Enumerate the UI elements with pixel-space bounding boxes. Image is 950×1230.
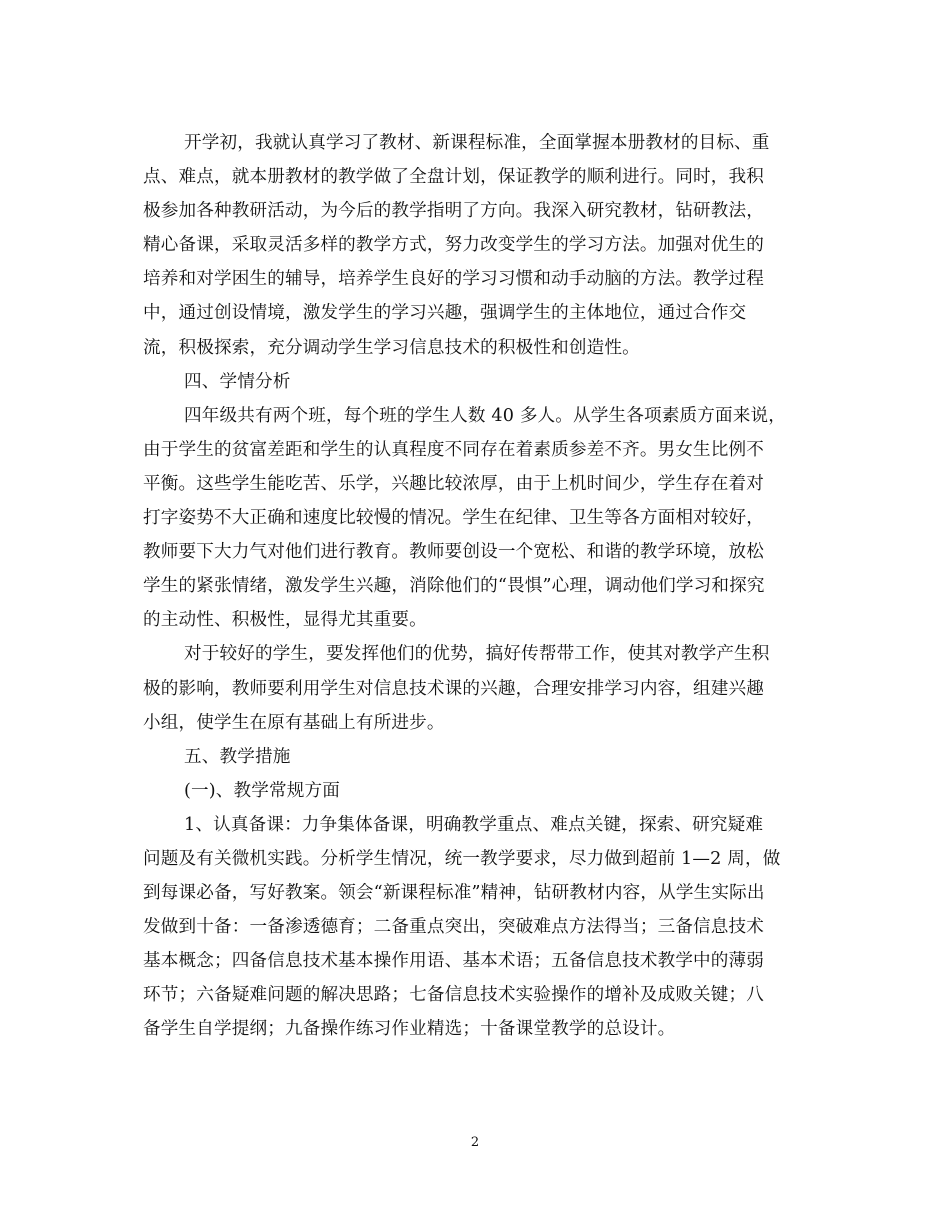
text-line: 培养和对学困生的辅导，培养学生良好的学习习惯和动手动脑的方法。教学过程: [143, 269, 765, 290]
text-line: 到每课必备，写好教案。领会“新课程标准”精神，钻研教材内容，从学生实际出: [143, 883, 765, 904]
text-line: 对于较好的学生，要发挥他们的优势，搞好传帮带工作，使其对教学产生积: [184, 644, 770, 665]
text-line: 四年级共有两个班，每个班的学生人数 40 多人。从学生各项素质方面来说，: [184, 405, 786, 426]
text-line: 打字姿势不大正确和速度比较慢的情况。学生在纪律、卫生等各方面相对较好，: [143, 508, 765, 529]
text-line: 四、学情分析: [184, 371, 291, 392]
text-line: 开学初，我就认真学习了教材、新课程标准，全面掌握本册教材的目标、重: [184, 133, 770, 153]
text-line: 1、认真备课：力争集体备课，明确教学重点、难点关键，探索、研究疑难: [184, 814, 764, 835]
text-line: 精心备课，采取灵活多样的教学方式，努力改变学生的学习方法。加强对优生的: [143, 235, 765, 256]
text-line: 中，通过创设情境，激发学生的学习兴趣，强调学生的主体地位，通过合作交: [143, 303, 747, 324]
text-line: 平衡。这些学生能吃苦、乐学，兴趣比较浓厚，由于上机时间少，学生存在着对: [143, 473, 765, 494]
text-line: 发做到十备：一备渗透德育；二备重点突出，突破难点方法得当；三备信息技术: [143, 917, 765, 938]
page-number: 2: [470, 1135, 480, 1150]
text-line: 基本概念；四备信息技术基本操作用语、基本术语；五备信息技术教学中的薄弱: [143, 951, 765, 972]
text-line: 学生的紧张情绪，激发学生兴趣，消除他们的“畏惧”心理，调动他们学习和探究: [143, 576, 765, 597]
text-line: 点、难点，就本册教材的教学做了全盘计划，保证教学的顺利进行。同时，我积: [143, 167, 765, 188]
text-line: 流，积极探索，充分调动学生学习信息技术的积极性和创造性。: [143, 337, 640, 358]
body-text: [143, 126, 807, 1047]
text-line: 由于学生的贫富差距和学生的认真程度不同存在着素质参差不齐。男女生比例不: [143, 439, 765, 460]
text-line: 问题及有关微机实践。分析学生情况，统一教学要求，尽力做到超前 1—2 周，做: [143, 848, 781, 869]
text-line: (一)、教学常规方面: [184, 780, 340, 801]
text-line: 极参加各种教研活动，为今后的教学指明了方向。我深入研究教材，钻研教法，: [143, 201, 765, 222]
text-line: 教师要下大力气对他们进行教育。教师要创设一个宽松、和谐的教学环境，放松: [143, 542, 765, 563]
text-line: 极的影响，教师要利用学生对信息技术课的兴趣，合理安排学习内容，组建兴趣: [143, 678, 765, 699]
text-line: 备学生自学提纲；九备操作练习作业精选；十备课堂教学的总设计。: [143, 1019, 676, 1040]
text-line: 五、教学措施: [184, 746, 291, 767]
text-line: 小组，使学生在原有基础上有所进步。: [143, 712, 445, 733]
text-line: 环节；六备疑难问题的解决思路；七备信息技术实验操作的增补及成败关键；八: [143, 985, 765, 1006]
text-line: 的主动性、积极性，显得尤其重要。: [143, 610, 427, 631]
